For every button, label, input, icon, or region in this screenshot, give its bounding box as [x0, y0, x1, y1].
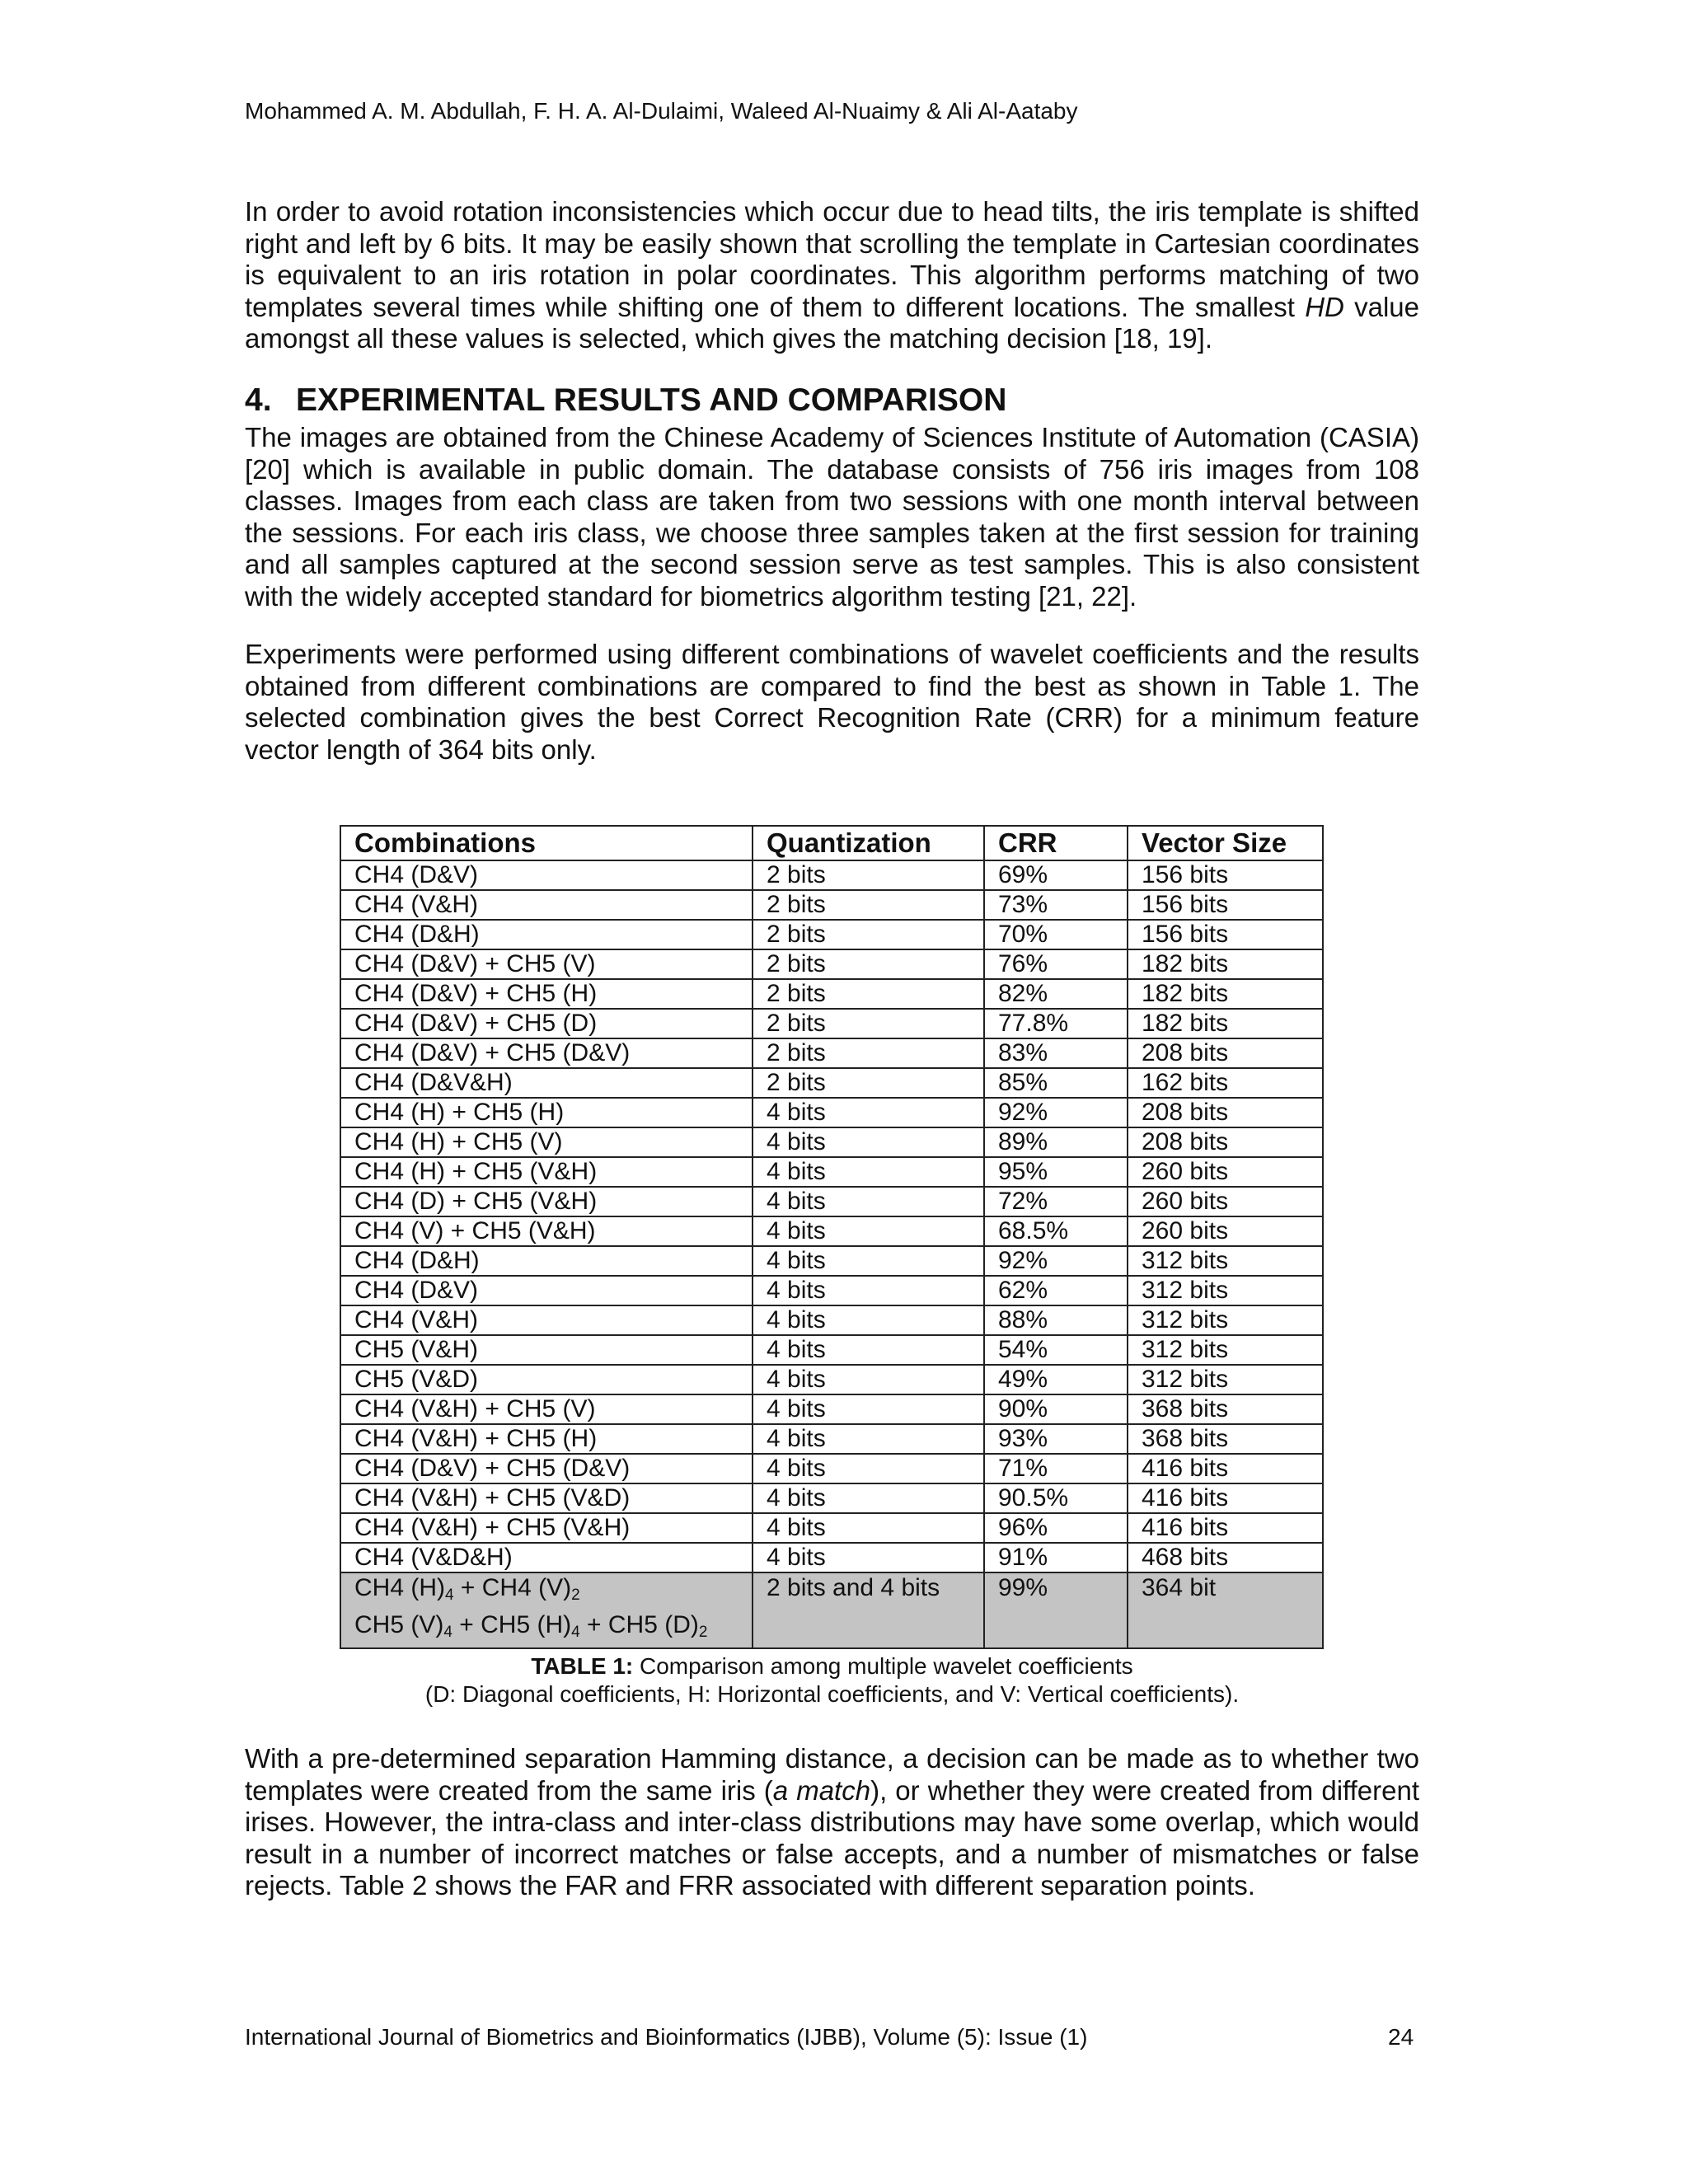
- table-cell-combination: [340, 1572, 753, 1648]
- table-row: [340, 1187, 1323, 1216]
- table-cell-combination: CH4 (D&V) + CH5 (D&V): [340, 1454, 753, 1483]
- table-cell-quantization: 2 bits: [753, 1068, 984, 1098]
- table-cell-vector-size: 208 bits: [1128, 1127, 1323, 1157]
- match-term: a match: [772, 1774, 871, 1806]
- table-cell-vector-size: 312 bits: [1128, 1276, 1323, 1305]
- combination-line-2: [354, 1610, 752, 1647]
- table-cell-combination: CH4 (V&H) + CH5 (V): [340, 1394, 753, 1424]
- table-row: [340, 860, 1323, 890]
- table-cell-crr: 68.5%: [984, 1216, 1128, 1246]
- table-cell-quantization: 2 bits and 4 bits: [753, 1572, 984, 1648]
- closing-text-part1: With a pre-determined separation Hamming distance, a decision can be made as to whether two templates were created from the same iris (: [245, 1743, 1419, 1806]
- table-row: [340, 1424, 1323, 1454]
- caption-text: Comparison among multiple wavelet coefficients: [633, 1653, 1133, 1679]
- table-cell-vector-size: 468 bits: [1128, 1543, 1323, 1572]
- table-row: [340, 1513, 1323, 1543]
- table-row: [340, 1394, 1323, 1424]
- table-row: [340, 1276, 1323, 1305]
- combo-term: CH4 (H): [354, 1574, 445, 1601]
- table-row: [340, 890, 1323, 920]
- table-cell-crr: 76%: [984, 949, 1128, 979]
- running-header: Mohammed A. M. Abdullah, F. H. A. Al-Dulaimi, Waleed Al-Nuaimy & Ali Al-Aataby: [245, 98, 1078, 124]
- table-row: [340, 1454, 1323, 1483]
- section-title: EXPERIMENTAL RESULTS AND COMPARISON: [296, 382, 1007, 418]
- table-cell-quantization: 4 bits: [753, 1246, 984, 1276]
- table-cell-vector-size: 156 bits: [1128, 860, 1323, 890]
- table-cell-crr: 93%: [984, 1424, 1128, 1454]
- table-cell-combination: CH4 (D&H): [340, 920, 753, 949]
- table-cell-vector-size: 156 bits: [1128, 920, 1323, 949]
- table-row: [340, 920, 1323, 949]
- table-cell-crr: 49%: [984, 1365, 1128, 1394]
- combination-line-1: [354, 1573, 752, 1610]
- table-cell-quantization: 2 bits: [753, 1038, 984, 1068]
- table-cell-crr: 92%: [984, 1246, 1128, 1276]
- header-combinations: Combinations: [340, 826, 753, 860]
- intro-paragraph: [245, 196, 1419, 355]
- table-row: [340, 949, 1323, 979]
- combo-subscript: 4: [443, 1624, 452, 1641]
- table-cell-quantization: 2 bits: [753, 920, 984, 949]
- table-cell-combination: CH4 (D&V) + CH5 (H): [340, 979, 753, 1009]
- table-cell-combination: CH4 (V&H) + CH5 (H): [340, 1424, 753, 1454]
- intro-text-part1: In order to avoid rotation inconsistencies which occur due to head tilts, the iris template is shifted right and left by 6 bits. It may be easily shown that scrolling the template in Cartesian coordinates is equivalent to an iris rotation in polar coordinates. This algorithm performs matching of two templates several times while shifting one of them to different locations. The smallest: [245, 196, 1419, 322]
- section-paragraph-1: The images are obtained from the Chinese Academy of Sciences Institute of Automation (CASIA) [20] which is available in public domain. The database consists of 756 iris images from 108 classes. Images from each class are taken from two sessions with one month interval between the sessions. For each iris class, we choose three samples taken at the first session for training and all samples captured at the second session serve as test samples. This is also consistent with the widely accepted standard for biometrics algorithm testing [21, 22].: [245, 422, 1419, 612]
- table-cell-quantization: 4 bits: [753, 1276, 984, 1305]
- combo-term: + CH5 (H): [452, 1611, 572, 1638]
- table-row: [340, 1365, 1323, 1394]
- section-paragraph-2: Experiments were performed using different combinations of wavelet coefficients and the results obtained from different combinations are compared to find the best as shown in Table 1. The selected combination gives the best Correct Recognition Rate (CRR) for a minimum feature vector length of 364 bits only.: [245, 639, 1419, 765]
- header-crr: CRR: [984, 826, 1128, 860]
- combo-term: + CH5 (D): [579, 1611, 699, 1638]
- table-cell-vector-size: 312 bits: [1128, 1335, 1323, 1365]
- table-cell-combination: CH5 (V&D): [340, 1365, 753, 1394]
- best-combination-row: [340, 1572, 1323, 1648]
- table-cell-crr: 92%: [984, 1098, 1128, 1127]
- table-cell-combination: CH4 (D&V): [340, 1276, 753, 1305]
- table-cell-vector-size: 162 bits: [1128, 1068, 1323, 1098]
- results-table: [340, 825, 1324, 1649]
- table-cell-crr: 89%: [984, 1127, 1128, 1157]
- table-cell-vector-size: 208 bits: [1128, 1098, 1323, 1127]
- table-body: [340, 860, 1323, 1648]
- table-cell-vector-size: 368 bits: [1128, 1424, 1323, 1454]
- table-cell-crr: 91%: [984, 1543, 1128, 1572]
- table-row: [340, 1246, 1323, 1276]
- table-cell-combination: CH4 (V&H) + CH5 (V&H): [340, 1513, 753, 1543]
- table-cell-crr: 82%: [984, 979, 1128, 1009]
- table-cell-quantization: 4 bits: [753, 1187, 984, 1216]
- closing-paragraph: [245, 1743, 1419, 1902]
- table-cell-combination: CH4 (D&V): [340, 860, 753, 890]
- table-cell-vector-size: 260 bits: [1128, 1216, 1323, 1246]
- table-header-row: [340, 826, 1323, 860]
- table-cell-quantization: 4 bits: [753, 1098, 984, 1127]
- table-cell-crr: 71%: [984, 1454, 1128, 1483]
- table-caption: [245, 1652, 1419, 1708]
- table-cell-quantization: 4 bits: [753, 1483, 984, 1513]
- table-cell-quantization: 4 bits: [753, 1157, 984, 1187]
- table-cell-quantization: 4 bits: [753, 1365, 984, 1394]
- table-cell-crr: 69%: [984, 860, 1128, 890]
- table-cell-combination: CH4 (D) + CH5 (V&H): [340, 1187, 753, 1216]
- table-cell-quantization: 4 bits: [753, 1394, 984, 1424]
- table-cell-quantization: 2 bits: [753, 860, 984, 890]
- table-cell-crr: 85%: [984, 1068, 1128, 1098]
- table-cell-combination: CH4 (V&H): [340, 890, 753, 920]
- table-cell-vector-size: 312 bits: [1128, 1305, 1323, 1335]
- table-cell-quantization: 4 bits: [753, 1127, 984, 1157]
- table-cell-combination: CH4 (D&V&H): [340, 1068, 753, 1098]
- page-number: 24: [1388, 2024, 1414, 2050]
- table-cell-vector-size: 260 bits: [1128, 1187, 1323, 1216]
- combo-subscript: 2: [698, 1624, 708, 1641]
- combo-subscript: 4: [571, 1624, 580, 1641]
- table-cell-quantization: 4 bits: [753, 1424, 984, 1454]
- table-cell-combination: CH4 (H) + CH5 (V): [340, 1127, 753, 1157]
- table-cell-crr: 62%: [984, 1276, 1128, 1305]
- table-cell-vector-size: 156 bits: [1128, 890, 1323, 920]
- table-cell-combination: CH4 (D&V) + CH5 (D): [340, 1009, 753, 1038]
- caption-label: TABLE 1:: [531, 1653, 634, 1679]
- table-cell-quantization: 4 bits: [753, 1454, 984, 1483]
- table-cell-quantization: 4 bits: [753, 1305, 984, 1335]
- table-cell-vector-size: 312 bits: [1128, 1246, 1323, 1276]
- intro-text-part2: value amongst all these values is selected, which gives the matching decision [18, 19].: [245, 291, 1420, 354]
- table-cell-crr: 96%: [984, 1513, 1128, 1543]
- table-row: [340, 1098, 1323, 1127]
- table-cell-combination: CH4 (H) + CH5 (V&H): [340, 1157, 753, 1187]
- table-row: [340, 1305, 1323, 1335]
- table-cell-vector-size: 364 bit: [1128, 1572, 1323, 1648]
- table-cell-combination: CH4 (D&H): [340, 1246, 753, 1276]
- table-cell-crr: 88%: [984, 1305, 1128, 1335]
- table-cell-quantization: 2 bits: [753, 1009, 984, 1038]
- table-cell-combination: CH4 (V&H): [340, 1305, 753, 1335]
- table-cell-crr: 90%: [984, 1394, 1128, 1424]
- table-cell-combination: CH4 (V&H) + CH5 (V&D): [340, 1483, 753, 1513]
- table-cell-vector-size: 260 bits: [1128, 1157, 1323, 1187]
- hd-term: HD: [1305, 291, 1344, 322]
- table-cell-vector-size: 416 bits: [1128, 1483, 1323, 1513]
- table-cell-quantization: 2 bits: [753, 979, 984, 1009]
- table-cell-crr: 73%: [984, 890, 1128, 920]
- table-row: [340, 1335, 1323, 1365]
- table-cell-vector-size: 208 bits: [1128, 1038, 1323, 1068]
- table-row: [340, 1038, 1323, 1068]
- table-row: [340, 1157, 1323, 1187]
- table-row: [340, 1483, 1323, 1513]
- table-cell-crr: 90.5%: [984, 1483, 1128, 1513]
- table-row: [340, 1543, 1323, 1572]
- table-cell-quantization: 2 bits: [753, 949, 984, 979]
- table-cell-crr: 83%: [984, 1038, 1128, 1068]
- table-cell-crr: 54%: [984, 1335, 1128, 1365]
- table-row: [340, 1068, 1323, 1098]
- table-cell-vector-size: 416 bits: [1128, 1513, 1323, 1543]
- table-row: [340, 979, 1323, 1009]
- table-cell-vector-size: 312 bits: [1128, 1365, 1323, 1394]
- table-row: [340, 1009, 1323, 1038]
- table-cell-crr: 72%: [984, 1187, 1128, 1216]
- combo-subscript: 4: [445, 1586, 454, 1604]
- table-cell-crr: 99%: [984, 1572, 1128, 1648]
- caption-line-1: [245, 1652, 1419, 1680]
- table-cell-combination: CH4 (V) + CH5 (V&H): [340, 1216, 753, 1246]
- table-cell-quantization: 4 bits: [753, 1335, 984, 1365]
- section-number: 4.: [245, 382, 272, 418]
- table-cell-combination: CH4 (D&V) + CH5 (V): [340, 949, 753, 979]
- closing-text-part2: ), or whether they were created from different irises. However, the intra-class and inter-class distributions may have some overlap, which would result in a number of incorrect matches or false accepts, and a number of mismatches or false rejects. Table 2 shows the FAR and FRR associated with different separation points.: [245, 1774, 1419, 1900]
- table-cell-crr: 77.8%: [984, 1009, 1128, 1038]
- table-cell-vector-size: 416 bits: [1128, 1454, 1323, 1483]
- header-quantization: Quantization: [753, 826, 984, 860]
- table-cell-combination: CH4 (D&V) + CH5 (D&V): [340, 1038, 753, 1068]
- footer-journal: International Journal of Biometrics and Bioinformatics (IJBB), Volume (5): Issue (1): [245, 2024, 1088, 2050]
- table-cell-vector-size: 182 bits: [1128, 949, 1323, 979]
- section-heading: [245, 380, 1006, 421]
- table-cell-combination: CH4 (V&D&H): [340, 1543, 753, 1572]
- table-cell-crr: 70%: [984, 920, 1128, 949]
- table-cell-vector-size: 182 bits: [1128, 979, 1323, 1009]
- table-cell-vector-size: 368 bits: [1128, 1394, 1323, 1424]
- combo-term: + CH4 (V): [453, 1574, 572, 1601]
- table-row: [340, 1216, 1323, 1246]
- combo-subscript: 2: [571, 1586, 580, 1604]
- table-cell-crr: 95%: [984, 1157, 1128, 1187]
- table-cell-quantization: 4 bits: [753, 1543, 984, 1572]
- table-cell-combination: CH4 (H) + CH5 (H): [340, 1098, 753, 1127]
- table-cell-quantization: 4 bits: [753, 1216, 984, 1246]
- combo-term: CH5 (V): [354, 1611, 444, 1638]
- table-cell-quantization: 2 bits: [753, 890, 984, 920]
- table-row: [340, 1127, 1323, 1157]
- table-cell-quantization: 4 bits: [753, 1513, 984, 1543]
- table-cell-combination: CH5 (V&H): [340, 1335, 753, 1365]
- caption-line-2: (D: Diagonal coefficients, H: Horizontal coefficients, and V: Vertical coefficients).: [424, 1681, 1240, 1707]
- table-cell-vector-size: 182 bits: [1128, 1009, 1323, 1038]
- header-vector-size: Vector Size: [1128, 826, 1323, 860]
